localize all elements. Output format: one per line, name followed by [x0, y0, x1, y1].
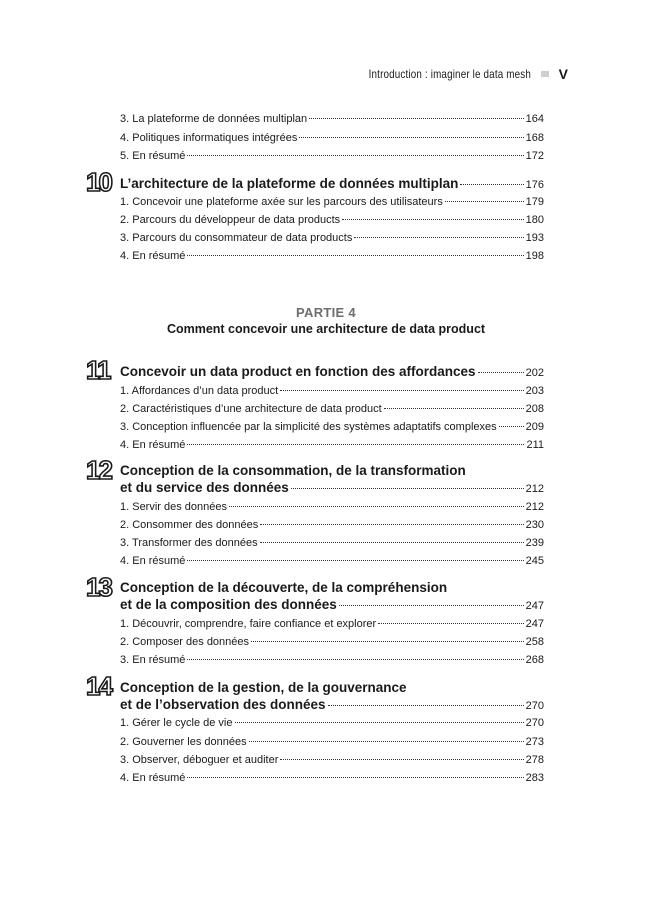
toc-entry[interactable]: [120, 717, 544, 729]
chapter-title-line2: et de l’observation des données: [120, 697, 326, 712]
toc-entry-label: 3. Parcours du consommateur de data products: [120, 232, 353, 244]
part-title: PARTIE 4: [296, 305, 356, 320]
toc-entry[interactable]: [120, 537, 544, 549]
toc-entry-label: 4. En résumé: [120, 555, 186, 567]
toc-entry-label: 4. Politiques informatiques intégrées: [120, 132, 298, 144]
toc-entry-label: 3. La plateforme de données multiplan: [120, 113, 308, 125]
toc-entry-label: 1. Découvrir, comprendre, faire confiance et explorer: [120, 618, 377, 630]
toc-entry-label: 3. Conception influencée par la simplicité des systèmes adaptatifs complexes: [120, 421, 497, 433]
chapter-heading[interactable]: [120, 176, 544, 191]
toc-entry-label: 2. Caractéristiques d’une architecture de data product: [120, 403, 382, 415]
toc-entry[interactable]: [120, 501, 544, 513]
toc-entry-label: 1. Gérer le cycle de vie: [120, 717, 233, 729]
toc-entry-page: 212: [525, 501, 544, 513]
toc-entry-label: 1. Concevoir une plateforme axée sur les parcours des utilisateurs: [120, 196, 443, 208]
chapter-page: 247: [525, 600, 544, 612]
leader-dots: [251, 641, 524, 642]
toc-entry-label: 5. En résumé: [120, 150, 186, 162]
toc-entry[interactable]: [120, 636, 544, 648]
leader-dots: [384, 408, 524, 409]
leader-dots: [339, 605, 524, 606]
toc-entry-label: 4. En résumé: [120, 439, 186, 451]
toc-entry-page: 283: [525, 772, 544, 784]
leader-dots: [291, 488, 524, 489]
leader-dots: [499, 426, 524, 427]
leader-dots: [378, 623, 523, 624]
leader-dots: [187, 659, 523, 660]
leader-dots: [187, 777, 523, 778]
toc-entry-page: 172: [525, 150, 544, 162]
toc-entry[interactable]: [120, 736, 544, 748]
toc-entry-page: 208: [525, 403, 544, 415]
toc-entry[interactable]: [120, 385, 544, 397]
toc-entry-page: 164: [525, 113, 544, 125]
leader-dots: [280, 390, 523, 391]
toc-entry-page: 268: [525, 654, 544, 666]
toc-entry[interactable]: [120, 232, 544, 244]
toc-entry-page: 230: [525, 519, 544, 531]
page-number: V: [558, 66, 568, 82]
toc-entry-page: 209: [525, 421, 544, 433]
part-subtitle: Comment concevoir une architecture de data product: [166, 322, 486, 336]
toc-entry[interactable]: [120, 439, 544, 451]
toc-entry-page: 270: [525, 717, 544, 729]
chapter-title: Concevoir un data product en fonction des affordances: [120, 364, 476, 379]
toc-entry[interactable]: [120, 519, 544, 531]
toc-entry-page: 203: [525, 385, 544, 397]
chapter-title: L’architecture de la plateforme de données multiplan: [120, 176, 459, 191]
toc-entry-page: 179: [525, 196, 544, 208]
toc-entry-label: 2. Consommer des données: [120, 519, 259, 531]
toc-entry-label: 4. En résumé: [120, 772, 186, 784]
toc-entry-page: 245: [525, 555, 544, 567]
chapter-page: 176: [525, 179, 544, 191]
toc-entry[interactable]: [120, 403, 544, 415]
toc-entry-label: 1. Servir des données: [120, 501, 228, 513]
toc-entry-label: 2. Parcours du développeur de data products: [120, 214, 341, 226]
chapter-number: 12: [86, 455, 111, 485]
toc-entry[interactable]: [120, 654, 544, 666]
leader-dots: [260, 524, 523, 525]
toc-entry[interactable]: [120, 250, 544, 262]
toc-entry-label: 2. Gouverner les données: [120, 736, 247, 748]
leader-dots: [445, 201, 524, 202]
leader-dots: [460, 184, 523, 185]
leader-dots: [187, 155, 523, 156]
toc-entry-page: 180: [525, 214, 544, 226]
leader-dots: [328, 705, 524, 706]
chapter-heading[interactable]: [120, 680, 544, 712]
toc-entry[interactable]: [120, 555, 544, 567]
chapter-number: 14: [86, 671, 111, 701]
leader-dots: [354, 237, 523, 238]
chapter-title-line1: Conception de la découverte, de la compréhension: [120, 580, 448, 595]
toc-entry-label: 2. Composer des données: [120, 636, 250, 648]
chapter-number: 10: [86, 167, 111, 197]
toc-entry[interactable]: [120, 772, 544, 784]
chapter-page: 270: [525, 700, 544, 712]
toc-entry-page: 193: [525, 232, 544, 244]
chapter-title-line2: et de la composition des données: [120, 597, 337, 612]
toc-entry-page: 278: [525, 754, 544, 766]
chapter-title-line2: et du service des données: [120, 480, 289, 495]
toc-entry-page: 239: [525, 537, 544, 549]
leader-dots: [260, 542, 524, 543]
toc-entry[interactable]: [120, 132, 544, 144]
chapter-heading[interactable]: [120, 364, 544, 379]
toc-entry-page: 168: [525, 132, 544, 144]
leader-dots: [342, 219, 523, 220]
running-header: [333, 66, 568, 82]
leader-dots: [229, 506, 524, 507]
toc-entry-page: 273: [525, 736, 544, 748]
toc-entry-label: 1. Affordances d’un data product: [120, 385, 279, 397]
chapter-title-line1: Conception de la gestion, de la gouvernance: [120, 680, 407, 695]
chapter-page: 212: [525, 483, 544, 495]
running-header-title: Introduction : imaginer le data mesh: [368, 67, 531, 81]
leader-dots: [309, 118, 524, 119]
leader-dots: [299, 137, 523, 138]
chapter-title-line1: Conception de la consommation, de la transformation: [120, 463, 466, 478]
toc-entry[interactable]: [120, 196, 544, 208]
toc-entry-label: 3. Transformer des données: [120, 537, 258, 549]
toc-entry[interactable]: [120, 150, 544, 162]
toc-entry-label: 4. En résumé: [120, 250, 186, 262]
toc-entry[interactable]: [120, 214, 544, 226]
leader-dots: [187, 560, 523, 561]
toc-entry-page: 258: [525, 636, 544, 648]
chapter-number: 11: [86, 355, 110, 385]
leader-dots: [280, 759, 523, 760]
chapter-page: 202: [525, 367, 544, 379]
toc-entry-page: 247: [525, 618, 544, 630]
chapter-number: 13: [86, 572, 111, 602]
toc-entry-page: 198: [525, 250, 544, 262]
toc-entry[interactable]: [120, 754, 544, 766]
header-separator-square: [541, 71, 549, 77]
leader-dots: [187, 255, 523, 256]
chapter-heading[interactable]: [120, 463, 544, 495]
leader-dots: [478, 372, 524, 373]
toc-entry[interactable]: [120, 113, 544, 125]
toc-entry-label: 3. Observer, déboguer et auditer: [120, 754, 279, 766]
toc-entry[interactable]: [120, 421, 544, 433]
toc-entry-label: 3. En résumé: [120, 654, 186, 666]
leader-dots: [249, 741, 524, 742]
chapter-heading[interactable]: [120, 580, 544, 612]
toc-entry[interactable]: [120, 618, 544, 630]
leader-dots: [187, 444, 524, 445]
leader-dots: [235, 722, 524, 723]
toc-entry-page: 211: [526, 439, 544, 451]
